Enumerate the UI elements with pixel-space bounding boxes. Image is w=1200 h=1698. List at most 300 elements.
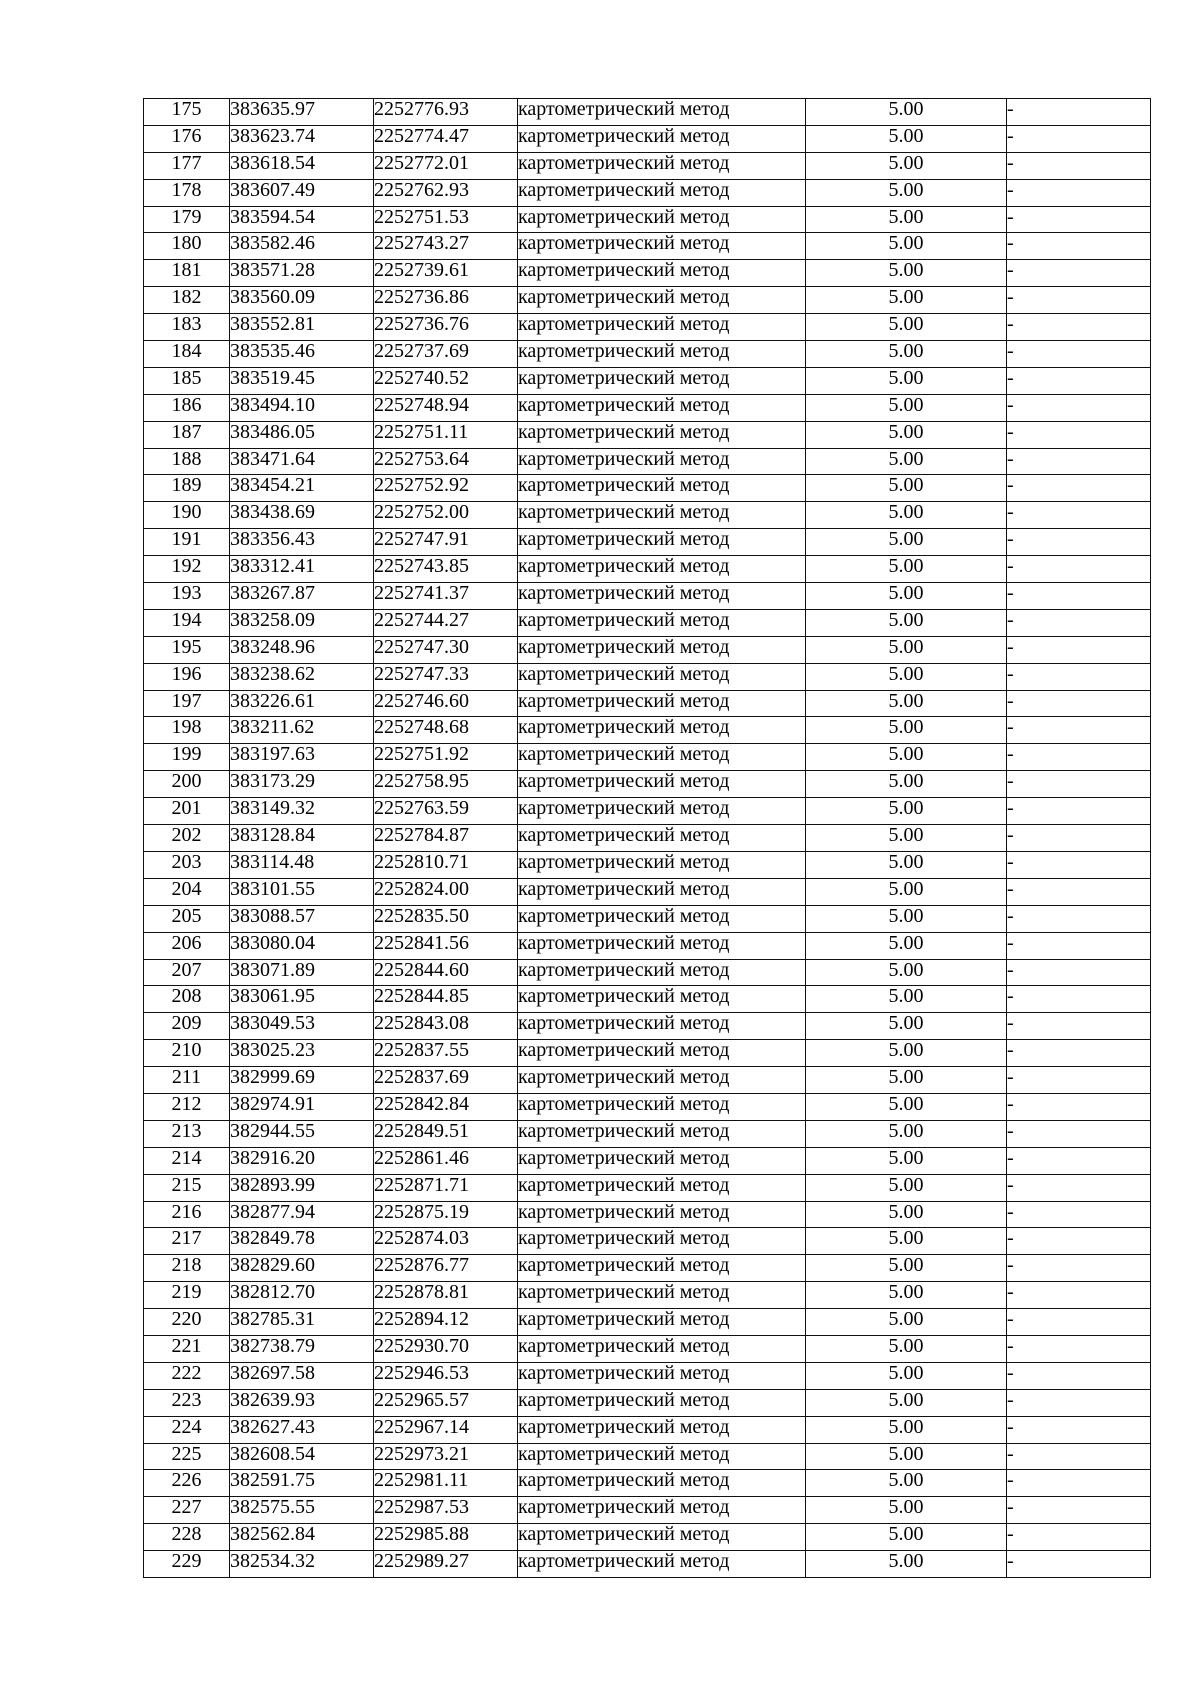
x-coordinate-cell: 383471.64 [230,448,374,475]
table-row [144,878,1151,905]
y-coordinate-cell: 2252784.87 [374,825,518,852]
table-row [144,1497,1151,1524]
note-cell: - [1007,233,1151,260]
method-cell: картометрический метод [518,206,806,233]
method-cell: картометрический метод [518,1389,806,1416]
x-coordinate-cell: 383486.05 [230,421,374,448]
accuracy-cell: 5.00 [806,287,1007,314]
y-coordinate-cell: 2252747.30 [374,636,518,663]
accuracy-cell: 5.00 [806,1416,1007,1443]
x-coordinate-cell: 383226.61 [230,690,374,717]
x-coordinate-cell: 382639.93 [230,1389,374,1416]
accuracy-cell: 5.00 [806,609,1007,636]
point-number-cell: 219 [144,1282,230,1309]
x-coordinate-cell: 383519.45 [230,367,374,394]
y-coordinate-cell: 2252973.21 [374,1443,518,1470]
accuracy-cell: 5.00 [806,1120,1007,1147]
point-number-cell: 228 [144,1524,230,1551]
table-row [144,1335,1151,1362]
y-coordinate-cell: 2252739.61 [374,260,518,287]
note-cell: - [1007,394,1151,421]
y-coordinate-cell: 2252871.71 [374,1174,518,1201]
accuracy-cell: 5.00 [806,1013,1007,1040]
table-row [144,1093,1151,1120]
method-cell: картометрический метод [518,690,806,717]
x-coordinate-cell: 382893.99 [230,1174,374,1201]
note-cell: - [1007,314,1151,341]
method-cell: картометрический метод [518,179,806,206]
x-coordinate-cell: 383454.21 [230,475,374,502]
point-number-cell: 229 [144,1551,230,1578]
table-row [144,314,1151,341]
accuracy-cell: 5.00 [806,825,1007,852]
point-number-cell: 206 [144,932,230,959]
table-row [144,502,1151,529]
table-row [144,905,1151,932]
x-coordinate-cell: 382697.58 [230,1362,374,1389]
note-cell: - [1007,99,1151,126]
y-coordinate-cell: 2252743.27 [374,233,518,260]
point-number-cell: 217 [144,1228,230,1255]
method-cell: картометрический метод [518,1093,806,1120]
method-cell: картометрический метод [518,99,806,126]
method-cell: картометрический метод [518,717,806,744]
accuracy-cell: 5.00 [806,1551,1007,1578]
note-cell: - [1007,1228,1151,1255]
note-cell: - [1007,986,1151,1013]
x-coordinate-cell: 382534.32 [230,1551,374,1578]
accuracy-cell: 5.00 [806,717,1007,744]
point-number-cell: 212 [144,1093,230,1120]
y-coordinate-cell: 2252849.51 [374,1120,518,1147]
note-cell: - [1007,1497,1151,1524]
accuracy-cell: 5.00 [806,1228,1007,1255]
point-number-cell: 216 [144,1201,230,1228]
accuracy-cell: 5.00 [806,152,1007,179]
x-coordinate-cell: 383618.54 [230,152,374,179]
y-coordinate-cell: 2252752.92 [374,475,518,502]
x-coordinate-cell: 382999.69 [230,1067,374,1094]
point-number-cell: 215 [144,1174,230,1201]
method-cell: картометрический метод [518,663,806,690]
x-coordinate-cell: 383049.53 [230,1013,374,1040]
x-coordinate-cell: 382974.91 [230,1093,374,1120]
point-number-cell: 200 [144,771,230,798]
table-row [144,556,1151,583]
note-cell: - [1007,583,1151,610]
x-coordinate-cell: 383635.97 [230,99,374,126]
note-cell: - [1007,125,1151,152]
x-coordinate-cell: 383623.74 [230,125,374,152]
note-cell: - [1007,1120,1151,1147]
y-coordinate-cell: 2252844.60 [374,959,518,986]
x-coordinate-cell: 383149.32 [230,798,374,825]
method-cell: картометрический метод [518,341,806,368]
point-number-cell: 207 [144,959,230,986]
table-row [144,771,1151,798]
table-row [144,1470,1151,1497]
x-coordinate-cell: 383560.09 [230,287,374,314]
table-row [144,1362,1151,1389]
x-coordinate-cell: 382944.55 [230,1120,374,1147]
y-coordinate-cell: 2252842.84 [374,1093,518,1120]
method-cell: картометрический метод [518,1120,806,1147]
point-number-cell: 201 [144,798,230,825]
accuracy-cell: 5.00 [806,986,1007,1013]
method-cell: картометрический метод [518,878,806,905]
point-number-cell: 209 [144,1013,230,1040]
x-coordinate-cell: 383197.63 [230,744,374,771]
note-cell: - [1007,529,1151,556]
note-cell: - [1007,771,1151,798]
note-cell: - [1007,448,1151,475]
accuracy-cell: 5.00 [806,1362,1007,1389]
table-row [144,663,1151,690]
method-cell: картометрический метод [518,851,806,878]
y-coordinate-cell: 2252744.27 [374,609,518,636]
y-coordinate-cell: 2252741.37 [374,583,518,610]
method-cell: картометрический метод [518,1362,806,1389]
table-row [144,206,1151,233]
note-cell: - [1007,1282,1151,1309]
x-coordinate-cell: 383535.46 [230,341,374,368]
table-row [144,1309,1151,1336]
table-row [144,1443,1151,1470]
table-row [144,152,1151,179]
x-coordinate-cell: 382575.55 [230,1497,374,1524]
x-coordinate-cell: 383088.57 [230,905,374,932]
accuracy-cell: 5.00 [806,851,1007,878]
accuracy-cell: 5.00 [806,367,1007,394]
accuracy-cell: 5.00 [806,1255,1007,1282]
accuracy-cell: 5.00 [806,663,1007,690]
y-coordinate-cell: 2252824.00 [374,878,518,905]
accuracy-cell: 5.00 [806,421,1007,448]
x-coordinate-cell: 383211.62 [230,717,374,744]
x-coordinate-cell: 383494.10 [230,394,374,421]
table-row [144,233,1151,260]
point-number-cell: 204 [144,878,230,905]
method-cell: картометрический метод [518,744,806,771]
x-coordinate-cell: 383071.89 [230,959,374,986]
point-number-cell: 199 [144,744,230,771]
method-cell: картометрический метод [518,1228,806,1255]
table-row [144,1174,1151,1201]
accuracy-cell: 5.00 [806,798,1007,825]
note-cell: - [1007,341,1151,368]
note-cell: - [1007,367,1151,394]
note-cell: - [1007,1335,1151,1362]
accuracy-cell: 5.00 [806,448,1007,475]
x-coordinate-cell: 383438.69 [230,502,374,529]
point-number-cell: 185 [144,367,230,394]
accuracy-cell: 5.00 [806,99,1007,126]
coordinates-table [143,98,1151,1578]
note-cell: - [1007,1174,1151,1201]
y-coordinate-cell: 2252748.68 [374,717,518,744]
y-coordinate-cell: 2252844.85 [374,986,518,1013]
note-cell: - [1007,690,1151,717]
table-row [144,179,1151,206]
y-coordinate-cell: 2252985.88 [374,1524,518,1551]
y-coordinate-cell: 2252837.55 [374,1040,518,1067]
method-cell: картометрический метод [518,1282,806,1309]
point-number-cell: 205 [144,905,230,932]
point-number-cell: 202 [144,825,230,852]
x-coordinate-cell: 383571.28 [230,260,374,287]
method-cell: картометрический метод [518,1497,806,1524]
note-cell: - [1007,744,1151,771]
table-row [144,825,1151,852]
note-cell: - [1007,798,1151,825]
point-number-cell: 218 [144,1255,230,1282]
accuracy-cell: 5.00 [806,1040,1007,1067]
table-row [144,1147,1151,1174]
method-cell: картометрический метод [518,905,806,932]
accuracy-cell: 5.00 [806,502,1007,529]
y-coordinate-cell: 2252946.53 [374,1362,518,1389]
table-row [144,1551,1151,1578]
note-cell: - [1007,1524,1151,1551]
method-cell: картометрический метод [518,556,806,583]
y-coordinate-cell: 2252743.85 [374,556,518,583]
note-cell: - [1007,1201,1151,1228]
y-coordinate-cell: 2252810.71 [374,851,518,878]
note-cell: - [1007,475,1151,502]
accuracy-cell: 5.00 [806,206,1007,233]
point-number-cell: 198 [144,717,230,744]
accuracy-cell: 5.00 [806,125,1007,152]
method-cell: картометрический метод [518,394,806,421]
point-number-cell: 182 [144,287,230,314]
accuracy-cell: 5.00 [806,1335,1007,1362]
point-number-cell: 192 [144,556,230,583]
method-cell: картометрический метод [518,1147,806,1174]
method-cell: картометрический метод [518,1443,806,1470]
y-coordinate-cell: 2252751.11 [374,421,518,448]
y-coordinate-cell: 2252747.91 [374,529,518,556]
point-number-cell: 180 [144,233,230,260]
table-row [144,1040,1151,1067]
y-coordinate-cell: 2252894.12 [374,1309,518,1336]
x-coordinate-cell: 382591.75 [230,1470,374,1497]
method-cell: картометрический метод [518,583,806,610]
accuracy-cell: 5.00 [806,1067,1007,1094]
x-coordinate-cell: 383128.84 [230,825,374,852]
method-cell: картометрический метод [518,1013,806,1040]
x-coordinate-cell: 383258.09 [230,609,374,636]
note-cell: - [1007,1067,1151,1094]
y-coordinate-cell: 2252835.50 [374,905,518,932]
point-number-cell: 197 [144,690,230,717]
note-cell: - [1007,663,1151,690]
note-cell: - [1007,1389,1151,1416]
method-cell: картометрический метод [518,314,806,341]
note-cell: - [1007,717,1151,744]
point-number-cell: 224 [144,1416,230,1443]
table-row [144,1389,1151,1416]
point-number-cell: 190 [144,502,230,529]
y-coordinate-cell: 2252748.94 [374,394,518,421]
accuracy-cell: 5.00 [806,1524,1007,1551]
note-cell: - [1007,959,1151,986]
point-number-cell: 214 [144,1147,230,1174]
table-row [144,959,1151,986]
y-coordinate-cell: 2252774.47 [374,125,518,152]
point-number-cell: 203 [144,851,230,878]
accuracy-cell: 5.00 [806,1309,1007,1336]
method-cell: картометрический метод [518,287,806,314]
method-cell: картометрический метод [518,152,806,179]
method-cell: картометрический метод [518,636,806,663]
note-cell: - [1007,179,1151,206]
y-coordinate-cell: 2252758.95 [374,771,518,798]
x-coordinate-cell: 382562.84 [230,1524,374,1551]
note-cell: - [1007,1255,1151,1282]
table-row [144,1201,1151,1228]
note-cell: - [1007,1013,1151,1040]
note-cell: - [1007,825,1151,852]
accuracy-cell: 5.00 [806,636,1007,663]
method-cell: картометрический метод [518,932,806,959]
coordinates-table-body [144,99,1151,1578]
note-cell: - [1007,1309,1151,1336]
note-cell: - [1007,152,1151,179]
x-coordinate-cell: 383312.41 [230,556,374,583]
method-cell: картометрический метод [518,448,806,475]
method-cell: картометрический метод [518,959,806,986]
x-coordinate-cell: 383238.62 [230,663,374,690]
note-cell: - [1007,1040,1151,1067]
point-number-cell: 191 [144,529,230,556]
point-number-cell: 189 [144,475,230,502]
accuracy-cell: 5.00 [806,744,1007,771]
method-cell: картометрический метод [518,1201,806,1228]
accuracy-cell: 5.00 [806,1147,1007,1174]
table-row [144,1416,1151,1443]
accuracy-cell: 5.00 [806,1443,1007,1470]
point-number-cell: 223 [144,1389,230,1416]
note-cell: - [1007,1093,1151,1120]
method-cell: картометрический метод [518,260,806,287]
method-cell: картометрический метод [518,1416,806,1443]
table-row [144,1282,1151,1309]
x-coordinate-cell: 383607.49 [230,179,374,206]
method-cell: картометрический метод [518,1040,806,1067]
x-coordinate-cell: 382877.94 [230,1201,374,1228]
y-coordinate-cell: 2252861.46 [374,1147,518,1174]
method-cell: картометрический метод [518,1067,806,1094]
table-row [144,717,1151,744]
note-cell: - [1007,206,1151,233]
x-coordinate-cell: 383061.95 [230,986,374,1013]
accuracy-cell: 5.00 [806,771,1007,798]
table-row [144,475,1151,502]
note-cell: - [1007,1416,1151,1443]
table-row [144,1120,1151,1147]
accuracy-cell: 5.00 [806,1174,1007,1201]
x-coordinate-cell: 383080.04 [230,932,374,959]
accuracy-cell: 5.00 [806,1470,1007,1497]
x-coordinate-cell: 383552.81 [230,314,374,341]
note-cell: - [1007,1443,1151,1470]
x-coordinate-cell: 382812.70 [230,1282,374,1309]
accuracy-cell: 5.00 [806,1389,1007,1416]
note-cell: - [1007,932,1151,959]
accuracy-cell: 5.00 [806,690,1007,717]
x-coordinate-cell: 382785.31 [230,1309,374,1336]
point-number-cell: 188 [144,448,230,475]
y-coordinate-cell: 2252737.69 [374,341,518,368]
point-number-cell: 193 [144,583,230,610]
accuracy-cell: 5.00 [806,341,1007,368]
note-cell: - [1007,905,1151,932]
y-coordinate-cell: 2252876.77 [374,1255,518,1282]
x-coordinate-cell: 383173.29 [230,771,374,798]
method-cell: картометрический метод [518,502,806,529]
point-number-cell: 178 [144,179,230,206]
method-cell: картометрический метод [518,1309,806,1336]
point-number-cell: 210 [144,1040,230,1067]
y-coordinate-cell: 2252762.93 [374,179,518,206]
point-number-cell: 184 [144,341,230,368]
method-cell: картометрический метод [518,825,806,852]
point-number-cell: 196 [144,663,230,690]
accuracy-cell: 5.00 [806,905,1007,932]
accuracy-cell: 5.00 [806,583,1007,610]
point-number-cell: 227 [144,1497,230,1524]
point-number-cell: 213 [144,1120,230,1147]
y-coordinate-cell: 2252930.70 [374,1335,518,1362]
y-coordinate-cell: 2252965.57 [374,1389,518,1416]
x-coordinate-cell: 383582.46 [230,233,374,260]
accuracy-cell: 5.00 [806,1497,1007,1524]
y-coordinate-cell: 2252736.86 [374,287,518,314]
note-cell: - [1007,878,1151,905]
method-cell: картометрический метод [518,771,806,798]
accuracy-cell: 5.00 [806,932,1007,959]
point-number-cell: 181 [144,260,230,287]
method-cell: картометрический метод [518,125,806,152]
y-coordinate-cell: 2252747.33 [374,663,518,690]
point-number-cell: 208 [144,986,230,1013]
method-cell: картометрический метод [518,1524,806,1551]
point-number-cell: 194 [144,609,230,636]
accuracy-cell: 5.00 [806,556,1007,583]
method-cell: картометрический метод [518,529,806,556]
x-coordinate-cell: 382738.79 [230,1335,374,1362]
y-coordinate-cell: 2252874.03 [374,1228,518,1255]
method-cell: картометрический метод [518,1335,806,1362]
method-cell: картометрический метод [518,1174,806,1201]
y-coordinate-cell: 2252878.81 [374,1282,518,1309]
x-coordinate-cell: 382627.43 [230,1416,374,1443]
method-cell: картометрический метод [518,475,806,502]
table-row [144,529,1151,556]
accuracy-cell: 5.00 [806,475,1007,502]
x-coordinate-cell: 383356.43 [230,529,374,556]
table-row [144,1067,1151,1094]
accuracy-cell: 5.00 [806,529,1007,556]
y-coordinate-cell: 2252763.59 [374,798,518,825]
x-coordinate-cell: 383025.23 [230,1040,374,1067]
table-row [144,1013,1151,1040]
point-number-cell: 220 [144,1309,230,1336]
table-row [144,851,1151,878]
point-number-cell: 176 [144,125,230,152]
y-coordinate-cell: 2252772.01 [374,152,518,179]
table-row [144,609,1151,636]
